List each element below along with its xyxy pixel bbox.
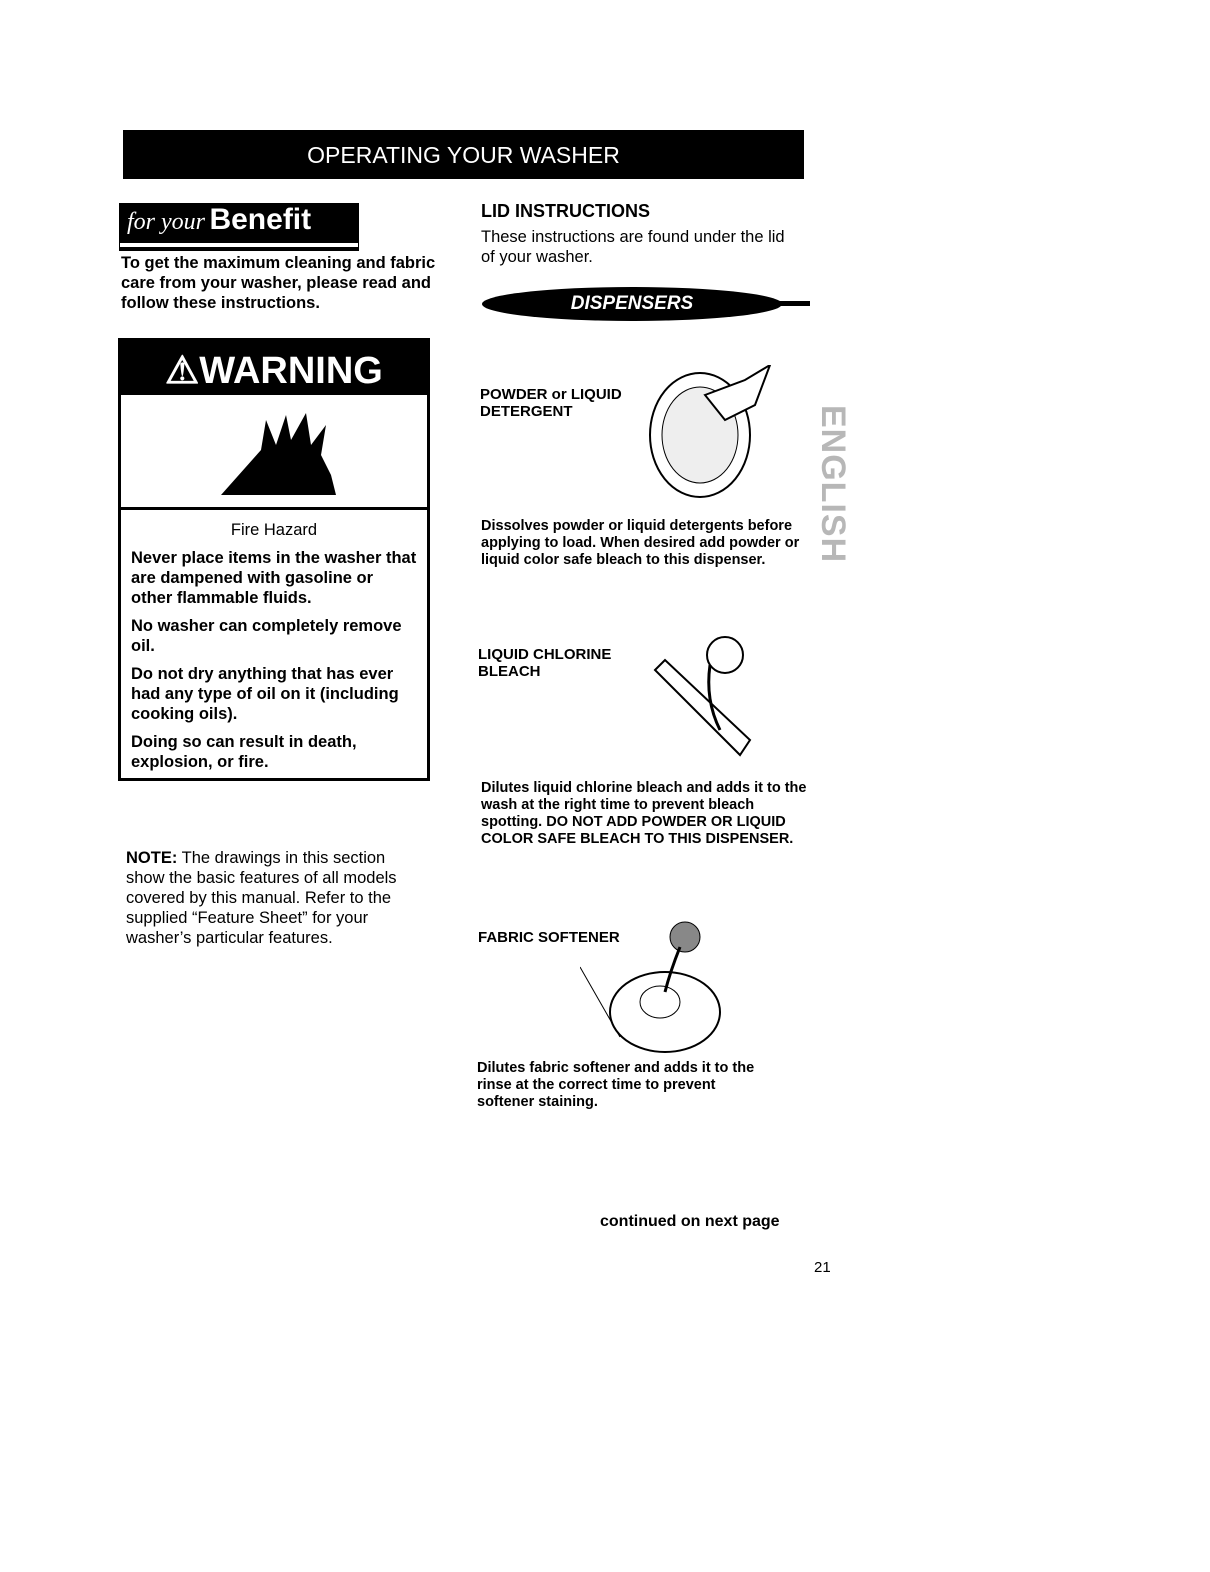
dispenser-description: Dissolves powder or liquid detergents before applying to load. When desired add powder or liquid color safe bleach to this dispenser. (481, 518, 800, 568)
warning-line: Do not dry anything that has ever had any type of oil on it (including cooking oils). (131, 665, 399, 723)
benefit-intro: To get the maximum cleaning and fabric care from your washer, please read and follow these instructions. (121, 254, 436, 312)
warning-triangle-icon: ⚠ (165, 350, 200, 392)
lid-text: These instructions are found under the lid of your washer. (481, 228, 785, 266)
softener-dispenser-illustration (580, 912, 725, 1057)
page-number: 21 (814, 1259, 831, 1276)
dispenser-label: FABRIC SOFTENER (478, 929, 620, 946)
dispenser-description: Dilutes fabric softener and adds it to the rinse at the correct time to prevent softener staining. (477, 1060, 755, 1110)
dispensers-banner (482, 286, 812, 322)
fire-icon (121, 395, 427, 510)
warning-subtitle: Fire Hazard (230, 521, 318, 539)
language-side-tab: ENGLISH (814, 405, 852, 564)
section-header: OPERATING YOUR WASHER (123, 130, 804, 179)
dispenser-label: LIQUID CHLORINE BLEACH (478, 646, 612, 680)
warning-title-text: WARNING (199, 350, 383, 392)
warning-line: Never place items in the washer that are dampened with gasoline or other flammable fluids. (131, 549, 417, 607)
note-label: NOTE: (126, 849, 178, 867)
detergent-dispenser-illustration (645, 365, 780, 505)
dispensers-title: DISPENSERS (570, 293, 694, 314)
benefit-prefix: for your (127, 209, 205, 235)
warning-title (121, 341, 427, 395)
benefit-word: Benefit (209, 203, 312, 236)
warning-box (118, 338, 430, 781)
continued-note: continued on next page (600, 1213, 780, 1230)
note-text: The drawings in this section show the basic features of all models covered by this manual. Refer to the supplied “Feature Sheet” for your washer’s particular features. (126, 849, 397, 947)
dispenser-label: POWDER or LIQUID DETERGENT (480, 386, 622, 420)
note (126, 848, 426, 948)
dispenser-description: Dilutes liquid chlorine bleach and adds it to the wash at the right time to prevent bleach spotting. DO NOT ADD POWDER OR LIQUID COLOR SAFE BLEACH TO THIS DISPENSER. (481, 780, 807, 847)
bleach-dispenser-illustration (650, 630, 765, 770)
warning-line: Doing so can result in death, explosion, or fire. (131, 733, 357, 771)
for-your-benefit-logo (119, 203, 359, 243)
lid-heading: LID INSTRUCTIONS (481, 201, 650, 221)
warning-line: No washer can completely remove oil. (131, 617, 402, 655)
